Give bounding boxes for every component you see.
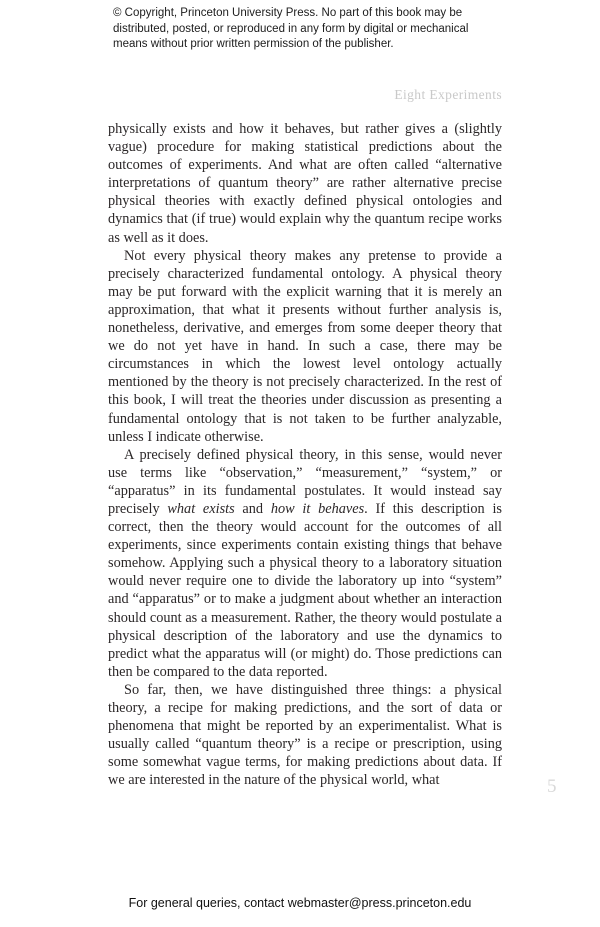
paragraph-3-segment-1: A precisely defined physical theory, in this sense, would never use terms like “observation,” “measurement,” “system,” or “apparatus” in its fundamental postulates. It would instead say precisely xyxy=(108,446,502,517)
paragraph-2-text: Not every physical theory makes any pretense to provide a precisely characterized fundamental ontology. A physical theory may be put forward with the explicit warning that it is merely an approximation, that what it presents without further analysis is, nonetheless, derivative, and emerges from some deeper theory that we do not yet have in hand. In such a case, there may be circumstances in which the lowest level ontology actually mentioned by the theory is not precisely characterized. In the rest of this book, I will treat the theories under discussion as presenting a fundamental ontology that is not taken to be further analyzable, unless I indicate otherwise. xyxy=(108,247,502,445)
paragraph-3-italic-how-it-behaves: how it behaves xyxy=(270,500,365,517)
paragraph-3-italic-what-exists: what exists xyxy=(167,500,235,517)
body-text-block xyxy=(108,120,502,789)
paragraph-4-text: So far, then, we have distinguished three things: a physical theory, a recipe for making predictions, and the sort of data or phenomena that might be reported by an experimentalist. What is usually called “quantum theory” is a recipe or prescription, using some somewhat vague terms, for making predictions about data. If we are interested in the nature of the physical world, what xyxy=(108,681,502,789)
paragraph-1 xyxy=(108,120,502,247)
page-number: 5 xyxy=(547,776,557,797)
paragraph-3 xyxy=(108,446,502,681)
paragraph-1-text: physically exists and how it behaves, but rather gives a (slightly vague) procedure for making statistical predictions about the outcomes of experiments. And what are often called “alternative interpretations of quantum theory” are rather alternative precise physical theories with exactly defined physical ontologies and dynamics that (if true) would explain why the quantum recipe works as well as it does. xyxy=(108,121,502,246)
paragraph-2 xyxy=(108,247,502,446)
paragraph-3-segment-3: and xyxy=(234,500,271,517)
paragraph-3-segment-5: . If this description is correct, then the theory would account for the outcomes of all experiments, since experiments contain existing things that behave somehow. Applying such a physical theory to a laboratory situation would never require one to divide the laboratory up into “system” and “apparatus” or to make a judgment about whether an interaction should count as a measurement. Rather, the theory would postulate a physical description of the laboratory and use the dynamics to predict what the apparatus will (or might) do. Those predictions can then be compared to the data reported. xyxy=(108,500,502,680)
running-head-chapter-title: Eight Experiments xyxy=(394,87,502,102)
copyright-notice: © Copyright, Princeton University Press. No part of this book may be distributed, posted, or reproduced in any form by digital or mechanical means without prior written permission of the publisher. xyxy=(113,7,469,50)
footer-queries-contact: For general queries, contact webmaster@press.princeton.edu xyxy=(128,896,472,910)
paragraph-4 xyxy=(108,681,502,790)
